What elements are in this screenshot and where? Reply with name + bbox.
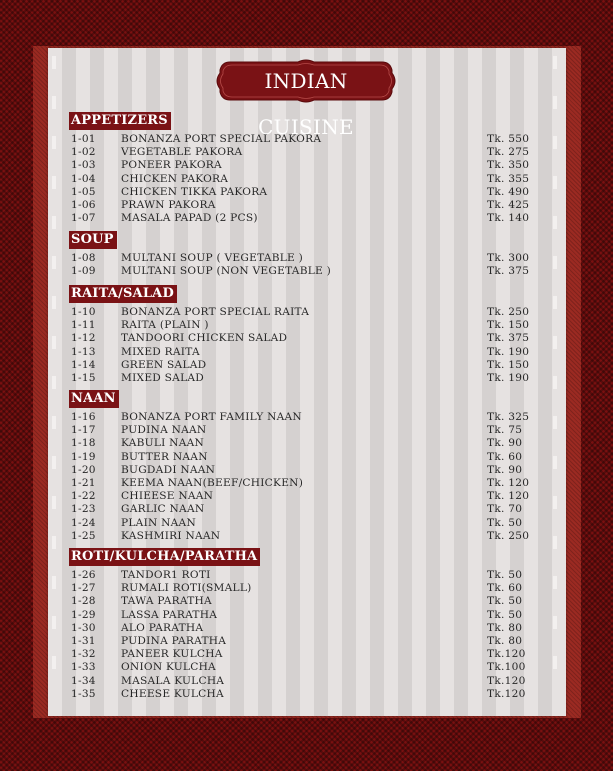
item-code: 1-10 bbox=[71, 306, 96, 318]
item-name: CHICKEN TIKKA PAKORA bbox=[121, 185, 268, 198]
menu-item bbox=[71, 661, 531, 674]
menu-item bbox=[71, 648, 531, 661]
menu-item bbox=[71, 569, 531, 582]
item-code: 1-29 bbox=[71, 608, 96, 621]
item-price: Tk. 190 bbox=[487, 345, 530, 358]
menu-item bbox=[71, 359, 531, 372]
item-price: Tk. 140 bbox=[487, 212, 530, 225]
section-heading: APPETIZERS bbox=[69, 112, 171, 130]
item-price: Tk. 90 bbox=[487, 463, 523, 476]
item-code: 1-05 bbox=[71, 185, 96, 198]
item-code: 1-13 bbox=[71, 345, 96, 358]
item-code: 1-18 bbox=[71, 437, 96, 450]
item-name: VEGETABLE PAKORA bbox=[121, 146, 243, 159]
item-code: 1-14 bbox=[71, 358, 96, 371]
item-name: RUMALI ROTI(SMALL) bbox=[121, 582, 252, 595]
item-code: 1-12 bbox=[71, 332, 96, 345]
item-code: 1-22 bbox=[71, 490, 96, 503]
item-name: PONEER PAKORA bbox=[121, 159, 222, 172]
item-name: CHEESE KULCHA bbox=[121, 687, 224, 700]
menu-item bbox=[71, 517, 531, 530]
item-price: Tk. 325 bbox=[487, 411, 530, 423]
item-price: Tk.120 bbox=[487, 648, 526, 661]
item-name: TANDOR1 ROTI bbox=[121, 569, 211, 581]
item-price: Tk.120 bbox=[487, 674, 526, 687]
menu-item bbox=[71, 346, 531, 359]
item-price: Tk. 150 bbox=[487, 358, 530, 371]
menu-item bbox=[71, 306, 531, 319]
item-name: MIXED RAITA bbox=[121, 345, 200, 358]
item-name: BONANZA PORT FAMILY NAAN bbox=[121, 411, 302, 423]
left-edge-marks bbox=[52, 56, 56, 696]
item-price: Tk. 425 bbox=[487, 199, 530, 211]
item-name: MIXED SALAD bbox=[121, 372, 205, 384]
item-name: MASALA KULCHA bbox=[121, 674, 225, 687]
item-code: 1-33 bbox=[71, 661, 96, 674]
item-name: BONANZA PORT SPECIAL PAKORA bbox=[121, 133, 322, 145]
menu-item bbox=[71, 595, 531, 608]
item-code: 1-28 bbox=[71, 595, 96, 608]
item-name: BUGDADI NAAN bbox=[121, 463, 216, 476]
item-code: 1-32 bbox=[71, 648, 96, 661]
menu-item bbox=[71, 265, 531, 278]
item-name: KABULI NAAN bbox=[121, 437, 205, 450]
item-name: KASHMIRI NAAN bbox=[121, 529, 221, 542]
menu-item bbox=[71, 530, 531, 543]
item-price: Tk. 190 bbox=[487, 372, 530, 384]
menu-item bbox=[71, 332, 531, 345]
item-code: 1-17 bbox=[71, 424, 96, 437]
item-name: TAWA PARATHA bbox=[121, 595, 212, 608]
menu-item bbox=[71, 451, 531, 464]
item-name: ONION KULCHA bbox=[121, 661, 216, 674]
menu-item bbox=[71, 133, 531, 146]
right-edge-marks bbox=[553, 56, 557, 696]
item-price: Tk. 490 bbox=[487, 185, 530, 198]
item-price: Tk. 250 bbox=[487, 529, 530, 542]
page-title: INDIAN CUISINE bbox=[258, 69, 354, 139]
item-code: 1-09 bbox=[71, 265, 96, 278]
item-code: 1-19 bbox=[71, 450, 96, 463]
item-price: Tk. 375 bbox=[487, 265, 530, 278]
item-price: Tk. 250 bbox=[487, 306, 530, 318]
menu-item bbox=[71, 159, 531, 172]
item-price: Tk. 50 bbox=[487, 608, 523, 621]
section-heading: ROTI/KULCHA/PARATHA bbox=[69, 548, 260, 566]
item-code: 1-24 bbox=[71, 516, 96, 529]
item-price: Tk. 75 bbox=[487, 424, 523, 437]
item-code: 1-03 bbox=[71, 159, 96, 172]
section-heading: RAITA/SALAD bbox=[69, 285, 177, 303]
item-name: RAITA (PLAIN ) bbox=[121, 319, 209, 332]
item-code: 1-27 bbox=[71, 582, 96, 595]
menu-item bbox=[71, 186, 531, 199]
item-price: Tk. 50 bbox=[487, 595, 523, 608]
menu-item bbox=[71, 199, 531, 212]
item-price: Tk. 120 bbox=[487, 490, 530, 503]
item-name: PRAWN PAKORA bbox=[121, 199, 216, 211]
item-code: 1-26 bbox=[71, 569, 96, 581]
item-code: 1-31 bbox=[71, 635, 96, 647]
item-code: 1-21 bbox=[71, 477, 96, 489]
menu-item bbox=[71, 146, 531, 159]
item-name: MULTANI SOUP ( VEGETABLE ) bbox=[121, 252, 304, 264]
menu-item bbox=[71, 675, 531, 688]
menu-item bbox=[71, 490, 531, 503]
item-price: Tk. 355 bbox=[487, 172, 530, 185]
section-heading: SOUP bbox=[69, 231, 117, 249]
item-price: Tk. 120 bbox=[487, 477, 530, 489]
item-code: 1-06 bbox=[71, 199, 96, 211]
item-code: 1-11 bbox=[71, 319, 96, 332]
menu-item bbox=[71, 252, 531, 265]
item-price: Tk. 50 bbox=[487, 516, 523, 529]
item-price: Tk.120 bbox=[487, 687, 526, 700]
item-price: Tk. 60 bbox=[487, 582, 523, 595]
item-name: LASSA PARATHA bbox=[121, 608, 218, 621]
item-price: Tk. 90 bbox=[487, 437, 523, 450]
item-code: 1-15 bbox=[71, 372, 96, 384]
item-price: Tk. 150 bbox=[487, 319, 530, 332]
item-price: Tk. 60 bbox=[487, 450, 523, 463]
menu-item bbox=[71, 477, 531, 490]
item-price: Tk. 50 bbox=[487, 569, 523, 581]
menu-item bbox=[71, 622, 531, 635]
menu-item bbox=[71, 582, 531, 595]
item-name: GREEN SALAD bbox=[121, 358, 207, 371]
menu-item bbox=[71, 464, 531, 477]
item-price: Tk. 300 bbox=[487, 252, 530, 264]
item-code: 1-25 bbox=[71, 529, 96, 542]
item-price: Tk. 80 bbox=[487, 621, 523, 634]
item-price: Tk. 80 bbox=[487, 635, 523, 647]
item-code: 1-34 bbox=[71, 674, 96, 687]
item-code: 1-01 bbox=[71, 133, 96, 145]
menu-item bbox=[71, 411, 531, 424]
item-name: CHIEESE NAAN bbox=[121, 490, 214, 503]
menu-item bbox=[71, 372, 531, 385]
item-price: Tk.100 bbox=[487, 661, 526, 674]
item-code: 1-02 bbox=[71, 146, 96, 159]
item-name: MASALA PAPAD (2 PCS) bbox=[121, 212, 258, 225]
item-name: BUTTER NAAN bbox=[121, 450, 208, 463]
menu-item bbox=[71, 319, 531, 332]
item-name: KEEMA NAAN(BEEF/CHICKEN) bbox=[121, 477, 304, 489]
item-name: MULTANI SOUP (NON VEGETABLE ) bbox=[121, 265, 332, 278]
menu-item bbox=[71, 173, 531, 186]
item-code: 1-23 bbox=[71, 503, 96, 516]
item-price: Tk. 275 bbox=[487, 146, 530, 159]
item-code: 1-04 bbox=[71, 172, 96, 185]
menu-item bbox=[71, 609, 531, 622]
item-name: GARLIC NAAN bbox=[121, 503, 205, 516]
menu-item bbox=[71, 635, 531, 648]
title-badge bbox=[214, 58, 398, 139]
menu-item bbox=[71, 503, 531, 516]
item-code: 1-08 bbox=[71, 252, 96, 264]
menu-item bbox=[71, 212, 531, 225]
item-name: PANEER KULCHA bbox=[121, 648, 223, 661]
menu-item bbox=[71, 437, 531, 450]
item-name: PUDINA NAAN bbox=[121, 424, 207, 437]
item-code: 1-07 bbox=[71, 212, 96, 225]
menu-item bbox=[71, 688, 531, 701]
item-code: 1-20 bbox=[71, 463, 96, 476]
item-name: PLAIN NAAN bbox=[121, 516, 196, 529]
item-name: CHICKEN PAKORA bbox=[121, 172, 229, 185]
item-price: Tk. 350 bbox=[487, 159, 530, 172]
section-heading: NAAN bbox=[69, 390, 119, 408]
item-code: 1-35 bbox=[71, 687, 96, 700]
item-price: Tk. 550 bbox=[487, 133, 530, 145]
item-name: BONANZA PORT SPECIAL RAITA bbox=[121, 306, 310, 318]
menu-item bbox=[71, 424, 531, 437]
item-price: Tk. 70 bbox=[487, 503, 523, 516]
item-code: 1-30 bbox=[71, 621, 96, 634]
item-name: ALO PARATHA bbox=[121, 621, 204, 634]
item-name: PUDINA PARATHA bbox=[121, 635, 227, 647]
item-name: TANDOORI CHICKEN SALAD bbox=[121, 332, 288, 345]
item-price: Tk. 375 bbox=[487, 332, 530, 345]
item-code: 1-16 bbox=[71, 411, 96, 423]
